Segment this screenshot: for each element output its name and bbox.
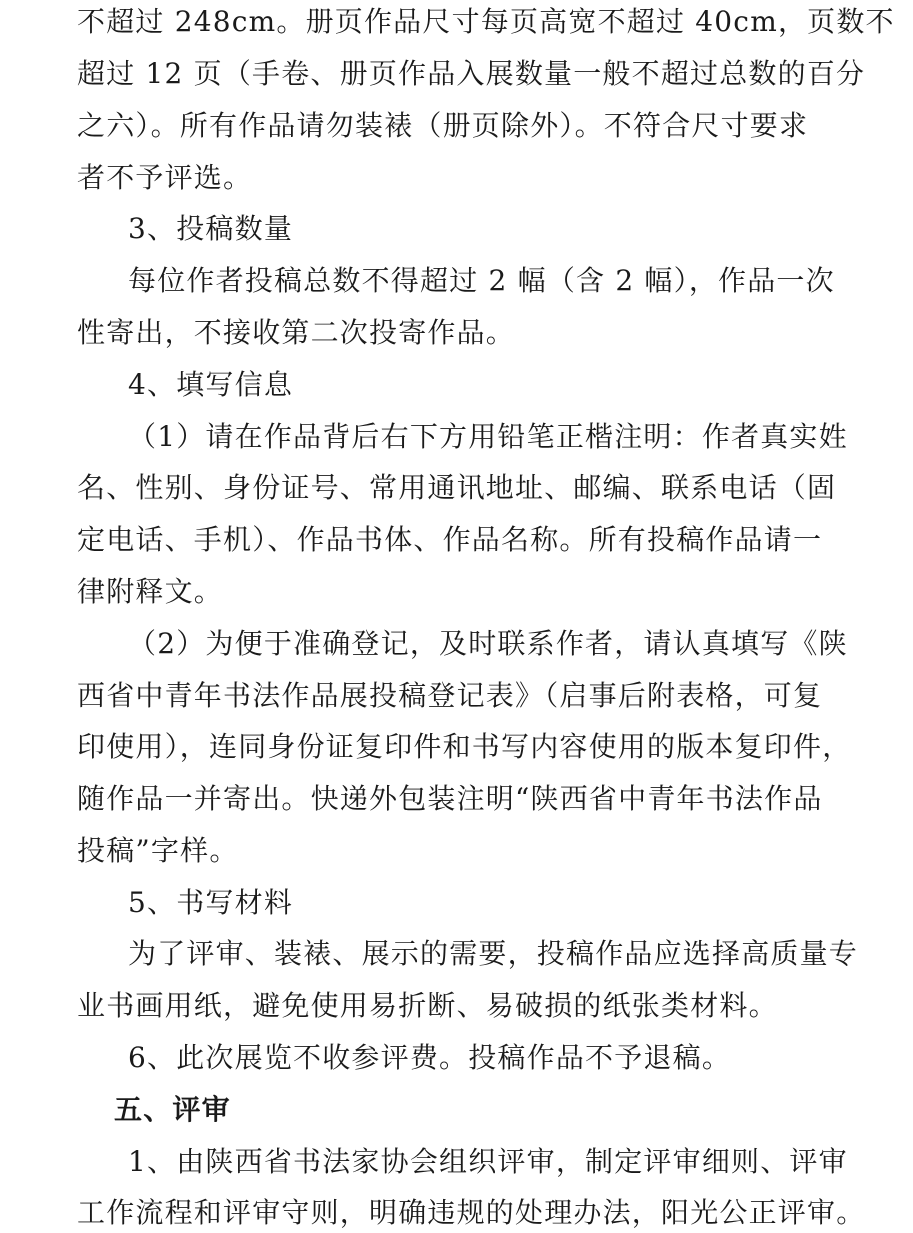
text-line: 西省中青年书法作品展投稿登记表》（启事后附表格，可复 xyxy=(77,679,823,712)
text-line: 之六）。所有作品请勿装裱（册页除外）。不符合尺寸要求 xyxy=(77,109,809,142)
text-line: 超过 12 页（手卷、册页作品入展数量一般不超过总数的百分 xyxy=(77,57,866,90)
text-line: 投稿”字样。 xyxy=(77,834,239,867)
item-heading: 5、书写材料 xyxy=(128,886,294,919)
text-line: 律附释文。 xyxy=(77,575,224,608)
text-line: 印使用），连同身份证复印件和书写内容使用的版本复印件， xyxy=(77,730,852,763)
text-line: 6、此次展览不收参评费。投稿作品不予退稿。 xyxy=(128,1041,732,1074)
text-line: 名、性别、身份证号、常用通讯地址、邮编、联系电话（固 xyxy=(77,471,837,504)
text-line: （1）请在作品背后右下方用铅笔正楷注明：作者真实姓 xyxy=(128,420,848,453)
section-heading: 五、评审 xyxy=(114,1093,231,1126)
item-heading: 3、投稿数量 xyxy=(128,212,294,245)
text-line: 工作流程和评审守则，明确违规的处理办法，阳光公正评审。 xyxy=(77,1196,866,1229)
text-line: 为了评审、装裱、展示的需要，投稿作品应选择高质量专 xyxy=(128,937,859,970)
text-line: 定电话、手机）、作品书体、作品名称。所有投稿作品请一 xyxy=(77,523,823,556)
text-line: 每位作者投稿总数不得超过 2 幅（含 2 幅），作品一次 xyxy=(128,264,835,297)
text-line: 者不予评选。 xyxy=(77,161,253,194)
text-line: 随作品一并寄出。快递外包装注明“陕西省中青年书法作品 xyxy=(77,782,823,815)
text-line: （2）为便于准确登记，及时联系作者，请认真填写《陕 xyxy=(128,627,848,660)
text-line: 性寄出，不接收第二次投寄作品。 xyxy=(77,316,516,349)
text-line: 1、由陕西省书法家协会组织评审，制定评审细则、评审 xyxy=(128,1145,848,1178)
text-line: 不超过 248cm。册页作品尺寸每页高宽不超过 40cm，页数不 xyxy=(77,5,895,38)
item-heading: 4、填写信息 xyxy=(128,368,294,401)
text-line: 业书画用纸，避免使用易折断、易破损的纸张类材料。 xyxy=(77,989,778,1022)
